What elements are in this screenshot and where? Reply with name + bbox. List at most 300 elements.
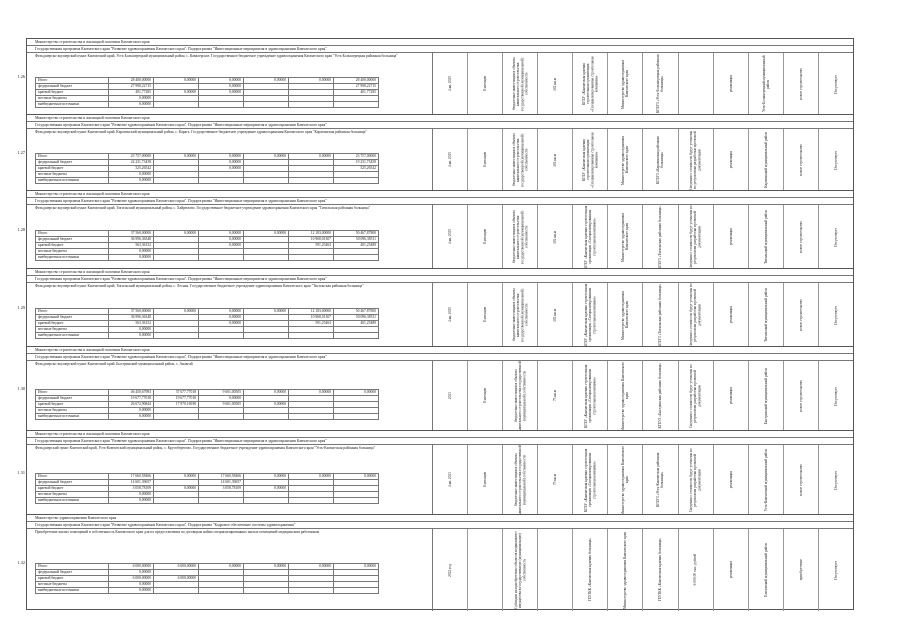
financing-value: 0,00000 xyxy=(289,473,334,479)
attribute-cell xyxy=(643,529,678,611)
financing-label: федеральный бюджет xyxy=(36,236,109,242)
financing-value: 17 660,58466 xyxy=(199,473,244,479)
attribute-cell xyxy=(608,283,643,347)
attribute-text: Отсутствует xyxy=(833,305,838,325)
table-row xyxy=(17,190,854,269)
attribute-text: Министерство здравоохранения Камчатского края xyxy=(621,135,630,185)
financing-value: 23 757,00000 xyxy=(109,153,154,159)
financing-value: 0,00000 xyxy=(109,101,154,107)
financing-label: внебюджетные источники xyxy=(36,413,109,419)
attribute-cell xyxy=(784,445,819,515)
attribute-cell xyxy=(679,129,714,191)
financing-value: 0,00000 xyxy=(109,332,154,338)
project-description: Фельдшерско-акушерский пункт Камчатский край, Тигильский муниципальный район, с. Лесная. Государственное бюджетное учреждение здравоохранения Камчатского края "Тигильская районная больница" xyxy=(35,284,364,288)
attribute-cell xyxy=(468,129,503,191)
financing-value: 6 000,00000 xyxy=(154,563,199,569)
financing-value xyxy=(199,497,244,503)
financing-value: 50 096,38511 xyxy=(334,236,379,242)
financing-table xyxy=(35,473,379,504)
attribute-text: бюджетные инвестиции в объекты капитального строительства государственной (муниципальной) собственности xyxy=(513,445,527,515)
financing-value xyxy=(244,497,289,503)
attribute-text: 4 кв. 2023 xyxy=(447,472,452,488)
attribute-cell xyxy=(503,445,538,515)
attribute-text: КГБУ «Камчатская краевая строительная организация «Специализированная строительная компания» xyxy=(584,205,597,269)
financing-label: Итого xyxy=(36,77,109,83)
attribute-text: КГБУЗ «Карагинская районная больница» xyxy=(656,136,665,184)
attribute-text: 4 кв. 2025 xyxy=(447,76,452,92)
financing-value xyxy=(334,254,379,260)
attribute-text: КГБУЗ «Быстринская районная больница» xyxy=(658,363,663,429)
financing-value: 0,00000 xyxy=(289,77,334,83)
financing-value xyxy=(244,254,289,260)
attribute-text: Усть-Большерецкий муниципальный район xyxy=(761,55,770,113)
financing-value: 0,00000 xyxy=(244,153,289,159)
financing-value xyxy=(244,413,289,419)
attribute-cell xyxy=(784,129,819,191)
financing-label: краевой бюджет xyxy=(36,485,109,491)
attribute-text: Тигильский муниципальный район xyxy=(763,288,768,342)
financing-value xyxy=(289,101,334,107)
financing-value: 0,00000 xyxy=(109,413,154,419)
financing-value xyxy=(154,177,199,183)
financing-value: 17 970,16938 xyxy=(154,401,199,407)
attribute-cell xyxy=(714,529,749,611)
financing-value: 591,25463 xyxy=(289,242,334,248)
attribute-text: КГБУЗ «Тигильская районная больница» xyxy=(658,205,663,269)
attribute-cell xyxy=(503,283,538,347)
attribute-text: реализация xyxy=(728,387,733,405)
attribute-cell xyxy=(714,283,749,347)
attribute-text: 8 месяцев xyxy=(483,472,488,488)
financing-value: 0,00000 xyxy=(244,473,289,479)
financing-value xyxy=(334,101,379,107)
financing-label: Итого xyxy=(36,153,109,159)
financing-value: 401,77285 xyxy=(109,89,154,95)
attribute-text: 75 кв.м xyxy=(553,390,558,402)
financing-value: 0,00000 xyxy=(109,407,154,413)
attribute-text: новое строительство xyxy=(798,299,803,331)
attribute-text: ГБУЗКК «Камчатская краевая больница» xyxy=(658,538,663,602)
row-number: 1.26 xyxy=(17,74,25,79)
financing-value: 0,00000 xyxy=(289,563,334,569)
program-line: Государственная программа Камчатского края "Развитие здравоохранения Камчатского края". Подпрограмма "Инвестиционные мероприятия в здравоохранении Камчатского края" xyxy=(27,276,853,283)
financing-label: внебюджетные источники xyxy=(36,101,109,107)
attribute-cell xyxy=(643,445,678,515)
financing-value: 0,00000 xyxy=(109,177,154,183)
financing-label: краевой бюджет xyxy=(36,165,109,171)
attribute-text: новое строительство xyxy=(798,144,803,176)
financing-value: 0,00000 xyxy=(199,236,244,242)
attribute-cell xyxy=(714,53,749,115)
attribute-text: Сведения о стоимости будут уточнены по результатам разработки проектной документации xyxy=(689,205,702,269)
attribute-cell xyxy=(433,361,468,431)
financing-value xyxy=(244,101,289,107)
financing-value xyxy=(244,587,289,593)
financing-value: 0,00000 xyxy=(199,308,244,314)
attribute-cell xyxy=(608,529,643,611)
financing-value: 0,00000 xyxy=(244,389,289,395)
financing-label: краевой бюджет xyxy=(36,242,109,248)
financing-value: 0,00000 xyxy=(154,485,199,491)
attribute-cell xyxy=(608,129,643,191)
attribute-text: бюджетные инвестиции в объекты капитального строительства государственной (муниципальной) собственности xyxy=(511,133,529,187)
program-line: Государственная программа Камчатского края "Развитие здравоохранения Камчатского края". Подпрограмма "Инвестиционные мероприятия в здравоохранении Камчатского края" xyxy=(27,438,853,445)
financing-value xyxy=(334,497,379,503)
financing-value: 0,00000 xyxy=(244,308,289,314)
financing-value: 37 560,00000 xyxy=(109,308,154,314)
row-number: 1.30 xyxy=(17,386,25,391)
table-row xyxy=(17,430,854,515)
financing-value: 0,00000 xyxy=(109,95,154,101)
financing-label: федеральный бюджет xyxy=(36,314,109,320)
attribute-text: 6 000,00 тыс. рублей xyxy=(693,554,698,586)
financing-value: 0,00000 xyxy=(199,230,244,236)
financing-value: 0,00000 xyxy=(289,153,334,159)
financing-label: местные бюджеты xyxy=(36,326,109,332)
financing-value: 10 968,01307 xyxy=(289,314,334,320)
financing-value: 0,00000 xyxy=(154,308,199,314)
financing-value: 0,00000 xyxy=(109,254,154,260)
financing-value: 50 096,38511 xyxy=(334,314,379,320)
attribute-cell xyxy=(749,205,784,269)
attribute-cell xyxy=(573,361,608,431)
financing-value: 9 601,00505 xyxy=(199,401,244,407)
financing-label: Итого xyxy=(36,308,109,314)
attribute-cell xyxy=(679,529,714,611)
financing-value: 36 996,36348 xyxy=(109,314,154,320)
financing-label: федеральный бюджет xyxy=(36,395,109,401)
financing-value: 50 467,87800 xyxy=(334,308,379,314)
attribute-cell xyxy=(538,361,573,431)
attribute-text: Отсутствует xyxy=(833,150,838,170)
financing-value: 0,00000 xyxy=(334,563,379,569)
ministry-line: Министерство строительства и жилищной политики Камчатского края xyxy=(27,115,853,122)
financing-table xyxy=(35,389,379,420)
financing-value: 0,00000 xyxy=(244,563,289,569)
financing-value: 9 601,00505 xyxy=(199,389,244,395)
attribute-text: Сведения о стоимости будут уточнены по результатам разработки проектной документации xyxy=(689,448,702,512)
financing-label: краевой бюджет xyxy=(36,89,109,95)
attribute-cell xyxy=(819,53,853,115)
attribute-cell xyxy=(573,529,608,611)
financing-value: 36 996,36348 xyxy=(109,236,154,242)
attribute-text: Усть-Камчатский муниципальный район xyxy=(763,448,768,512)
attribute-text: Отсутствует xyxy=(833,560,838,580)
financing-value: 0,00000 xyxy=(109,491,154,497)
attribute-text: 102 кв.м xyxy=(553,308,558,322)
financing-value: 50 467,87800 xyxy=(334,230,379,236)
financing-label: внебюджетные источники xyxy=(36,497,109,503)
attribute-text: КГБУЗ «Усть-Камчатская районная больница» xyxy=(656,452,665,508)
table-row xyxy=(17,38,854,114)
financing-value: 24 231,73458 xyxy=(109,159,154,165)
attribute-cell xyxy=(538,283,573,347)
financing-value xyxy=(289,332,334,338)
financing-value: 27 998,22715 xyxy=(109,83,154,89)
financing-value: 0,00000 xyxy=(289,389,334,395)
financing-value: 12 183,00000 xyxy=(289,230,334,236)
attribute-cell xyxy=(819,129,853,191)
financing-label: внебюджетные источники xyxy=(36,332,109,338)
financing-value: 0,00000 xyxy=(109,171,154,177)
financing-value: 563,36152 xyxy=(109,320,154,326)
financing-value: 0,00000 xyxy=(199,314,244,320)
financing-value: 10 968,01307 xyxy=(289,236,334,242)
attribute-cell xyxy=(819,445,853,515)
financing-value: 0,00000 xyxy=(244,401,289,407)
financing-value xyxy=(334,177,379,183)
attribute-text: КГБУ «Камчатская краевая строительная организация «Специализированная строительная компания» xyxy=(581,56,599,112)
financing-value: 0,00000 xyxy=(244,485,289,491)
attribute-text: 2023 xyxy=(447,392,452,400)
attribute-text: Отсутствует xyxy=(833,227,838,247)
financing-value: 3 058,78109 xyxy=(199,485,244,491)
financing-value xyxy=(289,587,334,593)
attribute-cell xyxy=(784,529,819,611)
attribute-cell xyxy=(819,361,853,431)
attribute-cell xyxy=(503,361,538,431)
program-line: Государственная программа Камчатского края "Развитие здравоохранения Камчатского края". Подпрограмма "Инвестиционные мероприятия в здравоохранении Камчатского края" xyxy=(27,46,853,53)
financing-value: 0,00000 xyxy=(199,159,244,165)
attribute-cell xyxy=(714,129,749,191)
financing-label: внебюджетные источники xyxy=(36,254,109,260)
financing-value: 0,00000 xyxy=(199,77,244,83)
attribute-text: 4 кв. 2025 xyxy=(447,307,452,323)
attribute-cell xyxy=(503,53,538,115)
financing-value: 0,00000 xyxy=(199,242,244,248)
attribute-cell xyxy=(433,445,468,515)
financing-value: 37 560,00000 xyxy=(109,230,154,236)
attribute-cell xyxy=(468,445,503,515)
attribute-text: 8 месяцев xyxy=(483,76,488,92)
attribute-text: Министерство здравоохранения Камчатского края xyxy=(621,212,630,262)
financing-value: 6 000,00000 xyxy=(154,575,199,581)
financing-label: краевой бюджет xyxy=(36,401,109,407)
attribute-text: КГБУ «Камчатская краевая строительная организация «Специализированная строительная компания» xyxy=(581,132,599,188)
attribute-text: 4 кв. 2025 xyxy=(447,229,452,245)
financing-value: 19 677,77018 xyxy=(109,395,154,401)
financing-value: 28 400,00000 xyxy=(109,77,154,83)
attribute-cell xyxy=(538,129,573,191)
financing-value: 19 231,73458 xyxy=(334,159,379,165)
financing-label: местные бюджеты xyxy=(36,248,109,254)
attribute-cell xyxy=(714,205,749,269)
financing-value: 27 998,22715 xyxy=(334,83,379,89)
financing-value xyxy=(244,177,289,183)
attribute-text: бюджетные инвестиции в объекты капитального строительства государственной (муниципальной) собственности xyxy=(511,57,529,111)
program-line: Государственная программа Камчатского края "Развитие здравоохранения Камчатского края". Подпрограмма "Инвестиционные мероприятия в здравоохранении Камчатского края" xyxy=(27,354,853,361)
financing-table xyxy=(35,230,379,261)
financing-label: Итого xyxy=(36,389,109,395)
attribute-cell xyxy=(749,283,784,347)
financing-label: местные бюджеты xyxy=(36,581,109,587)
attribute-cell xyxy=(433,205,468,269)
financing-value: 0,00000 xyxy=(109,581,154,587)
financing-value: 0,00000 xyxy=(244,230,289,236)
financing-value xyxy=(289,254,334,260)
financing-value xyxy=(154,497,199,503)
program-line: Государственная программа Камчатского края "Развитие здравоохранения Камчатского края". Подпрограмма "Кадровое обеспечение системы здравоохранения" xyxy=(27,522,853,529)
attribute-cell xyxy=(573,53,608,115)
attribute-text: Министерство здравоохранения Камчатского края xyxy=(623,531,628,609)
financing-label: краевой бюджет xyxy=(36,320,109,326)
financing-value xyxy=(334,587,379,593)
attribute-text: 102 кв.м xyxy=(553,77,558,91)
attribute-text: 2022 год xyxy=(447,563,452,577)
attribute-cell xyxy=(608,361,643,431)
attribute-cell xyxy=(468,53,503,115)
attribute-cell xyxy=(608,205,643,269)
financing-value: 0,00000 xyxy=(199,153,244,159)
attribute-cell xyxy=(503,529,538,611)
attribute-text: Сведения о стоимости будут уточнены по результатам разработки проектной документации xyxy=(689,364,702,428)
attribute-text: бюджетные инвестиции в объекты капитального строительства государственной (муниципальной) собственности xyxy=(511,288,529,342)
financing-value: 525,26542 xyxy=(109,165,154,171)
attribute-cell xyxy=(643,283,678,347)
attribute-text: 8 месяцев xyxy=(483,229,488,245)
financing-value: 28 400,00000 xyxy=(334,77,379,83)
financing-table xyxy=(35,308,379,339)
attribute-cell xyxy=(679,445,714,515)
financing-value xyxy=(334,332,379,338)
attribute-cell xyxy=(433,283,468,347)
attribute-cell xyxy=(608,53,643,115)
financing-value xyxy=(289,497,334,503)
financing-value: 6 000,00000 xyxy=(109,563,154,569)
financing-value: 401,25489 xyxy=(334,242,379,248)
attribute-cell xyxy=(679,361,714,431)
attribute-text: Отсутствует xyxy=(833,386,838,406)
attribute-text: реализация xyxy=(728,228,733,246)
financing-value: 0,00000 xyxy=(244,77,289,83)
attribute-cell xyxy=(468,283,503,347)
financing-label: Итого xyxy=(36,230,109,236)
financing-value: 14 601,39657 xyxy=(109,479,154,485)
attribute-text: новое строительство xyxy=(798,68,803,100)
financing-value xyxy=(199,413,244,419)
financing-value: 0,00000 xyxy=(199,165,244,171)
attribute-text: Министерство здравоохранения Камчатского края xyxy=(621,59,630,109)
financing-value: 0,00000 xyxy=(154,153,199,159)
financing-table xyxy=(35,77,379,108)
financing-value xyxy=(199,587,244,593)
row-number: 1.28 xyxy=(17,227,25,232)
financing-value xyxy=(199,101,244,107)
project-description: Фельдшерско-акушерский пункт Камчатский край, Усть-Большерецкий муниципальный район, с. Кавалерское. Государственное бюджетное учреждение здравоохранения Камчатского края "Усть-Большерецкая районная больница" xyxy=(35,54,398,58)
financing-value: 12 183,00000 xyxy=(289,308,334,314)
attribute-cell xyxy=(643,205,678,269)
attribute-text: КГБУ «Камчатская краевая строительная организация «Специализированная строительная компания» xyxy=(584,283,597,347)
table-row xyxy=(17,114,854,190)
attribute-cell xyxy=(749,529,784,611)
attribute-cell xyxy=(468,205,503,269)
financing-value xyxy=(154,587,199,593)
attribute-text: 8 месяцев xyxy=(483,307,488,323)
attribute-cell xyxy=(538,529,573,611)
financing-value xyxy=(289,177,334,183)
attribute-text: 102 кв.м xyxy=(553,153,558,167)
attribute-cell xyxy=(538,205,573,269)
financing-value: 23 757,00000 xyxy=(334,153,379,159)
attribute-cell xyxy=(433,129,468,191)
financing-value: 3 058,78109 xyxy=(109,485,154,491)
attribute-text: ГБУЗКК «Камчатская краевая больница» xyxy=(588,538,593,602)
financing-label: местные бюджеты xyxy=(36,407,109,413)
project-description: Приобретение жилых помещений в собственность Камчатского края для их предоставления по договорам найма специализированных жилых помещений медицинским работникам xyxy=(35,530,320,534)
financing-value xyxy=(199,254,244,260)
attribute-cell xyxy=(784,53,819,115)
attribute-text: Министерство здравоохранения Камчатского края xyxy=(621,361,630,431)
financing-value xyxy=(154,101,199,107)
financing-value: 0,00000 xyxy=(109,326,154,332)
attribute-cell xyxy=(749,445,784,515)
ministry-line: Министерство строительства и жилищной политики Камчатского края xyxy=(27,431,853,438)
table-row xyxy=(17,268,854,347)
row-number: 1.27 xyxy=(17,150,25,155)
attribute-text: 4 кв. 2025 xyxy=(447,152,452,168)
attribute-text: новое строительство xyxy=(798,464,803,496)
attribute-text: Отсутствует xyxy=(833,470,838,490)
attribute-text: Елизовский муниципальный район xyxy=(763,543,768,597)
ministry-line: Министерство здравоохранения Камчатского края xyxy=(27,515,853,522)
attribute-text: КГБУ «Камчатская краевая строительная организация «Специализированная строительная компания» xyxy=(584,364,597,428)
attribute-text: новое строительство xyxy=(798,380,803,412)
financing-value: 0,00000 xyxy=(199,83,244,89)
attribute-text: бюджетные инвестиции в объекты капитального строительства государственной (муниципальной) собственности xyxy=(513,361,527,431)
attribute-text: 75 кв.м xyxy=(553,474,558,486)
financing-value: 0,00000 xyxy=(154,89,199,95)
attribute-cell xyxy=(819,529,853,611)
attribute-cell xyxy=(573,283,608,347)
financing-value: 0,00000 xyxy=(199,89,244,95)
financing-value xyxy=(334,413,379,419)
attribute-text: реализация xyxy=(728,561,733,579)
row-number: 1.31 xyxy=(17,470,25,475)
attribute-text: реализация xyxy=(728,306,733,324)
financing-label: местные бюджеты xyxy=(36,171,109,177)
attribute-cell xyxy=(608,445,643,515)
financing-value xyxy=(154,413,199,419)
table-row xyxy=(17,514,854,610)
financing-value: 26 672,90844 xyxy=(109,401,154,407)
attribute-cell xyxy=(679,205,714,269)
financing-value: 19 677,77018 xyxy=(154,395,199,401)
attribute-text: КГБУЗ «Усть-Большерецкая районная больница» xyxy=(656,54,665,114)
attribute-cell xyxy=(679,53,714,115)
attribute-cell xyxy=(643,53,678,115)
attribute-cell xyxy=(433,53,468,115)
attribute-text: приобретение xyxy=(798,559,803,581)
financing-label: внебюджетные источники xyxy=(36,177,109,183)
financing-label: краевой бюджет xyxy=(36,575,109,581)
attribute-cell xyxy=(538,445,573,515)
financing-label: федеральный бюджет xyxy=(36,83,109,89)
financing-value: 46 450,67983 xyxy=(109,389,154,395)
financing-label: внебюджетные источники xyxy=(36,587,109,593)
financing-value: 0,00000 xyxy=(199,320,244,326)
financing-value: 0,00000 xyxy=(199,395,244,401)
attribute-cell xyxy=(749,129,784,191)
attribute-cell xyxy=(503,129,538,191)
financing-value: 563,36152 xyxy=(109,242,154,248)
attribute-text: Сведения о стоимости будут уточнены по результатам разработки проектной документации xyxy=(689,130,702,190)
attribute-cell xyxy=(749,53,784,115)
financing-label: федеральный бюджет xyxy=(36,569,109,575)
attribute-cell xyxy=(573,445,608,515)
attribute-text: реализация xyxy=(728,75,733,93)
attribute-cell xyxy=(714,445,749,515)
attribute-text: реализация xyxy=(728,471,733,489)
